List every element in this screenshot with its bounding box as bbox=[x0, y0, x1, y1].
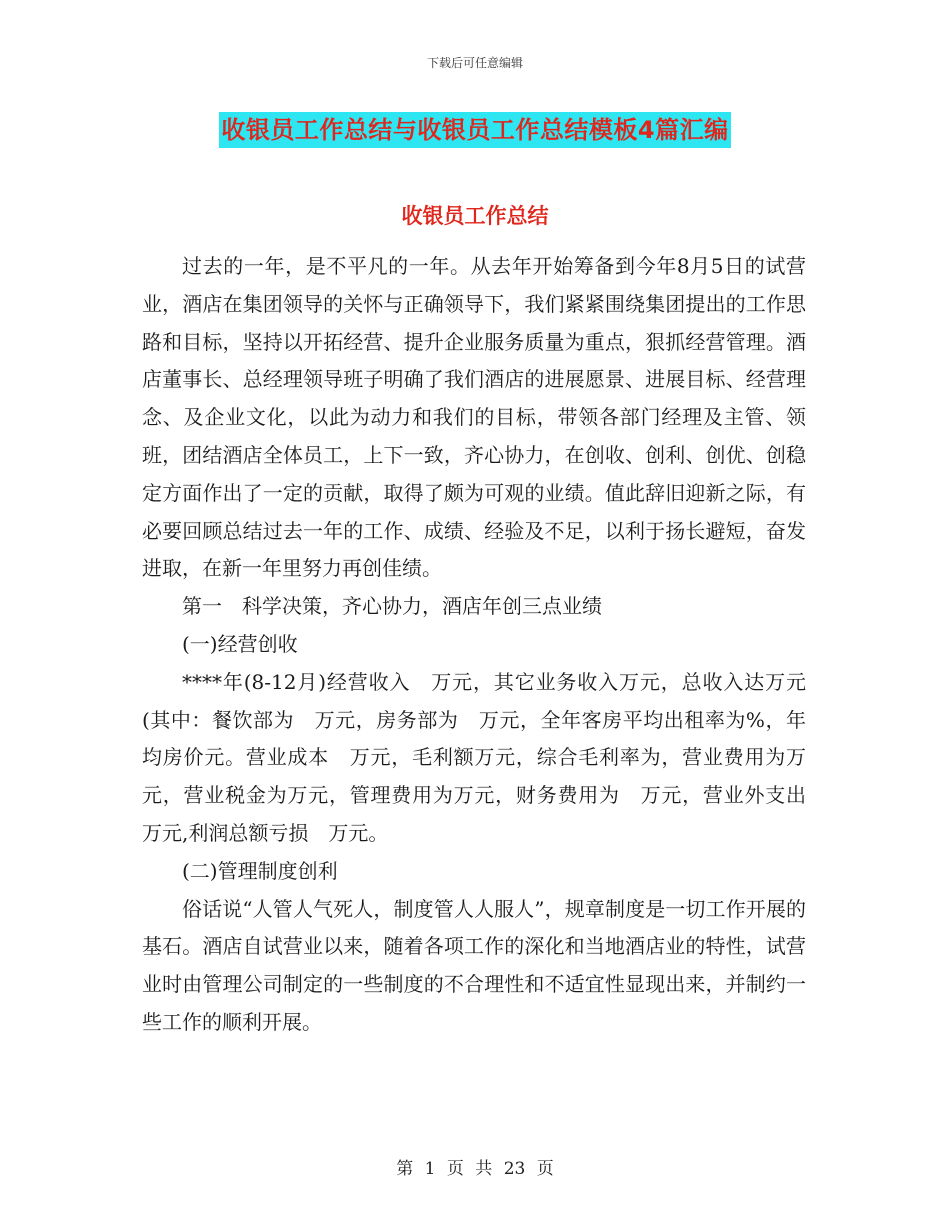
paragraph-subheading-management: (二)管理制度创利 bbox=[182, 858, 338, 883]
paragraph-heading-first: 第一 科学决策，齐心协力，酒店年创三点业绩 bbox=[182, 594, 602, 619]
page-footer: 第 1 页 共 23 页 bbox=[396, 1159, 554, 1179]
header-note: 下载后可任意编辑 bbox=[426, 56, 523, 70]
section-title: 收银员工作总结 bbox=[401, 204, 549, 228]
document-title-text: 收银员工作总结与收银员工作总结模板4篇汇编 bbox=[219, 112, 730, 148]
document-body bbox=[142, 248, 826, 1042]
paragraph-intro: 过去的一年，是不平凡的一年。从去年开始筹备到今年8月5日的试营业，酒店在集团领导的关怀与正确领导下，我们紧紧围绕集团提出的工作思路和目标，坚持以开拓经营、提升企业服务质量为重点，狠抓经营管理。酒店董事长、总经理领导班子明确了我们酒店的进展愿景、进展目标、经营理念、及企业文化，以此为动力和我们的目标，带领各部门经理及主管、领班，团结酒店全体员工，上下一致，齐心协力，在创收、创利、创优、创稳定方面作出了一定的贡献，取得了颇为可观的业绩。值此辞旧迎新之际，有必要回顾总结过去一年的工作、成绩、经验及不足，以利于扬长避短，奋发进取，在新一年里努力再创佳绩。 bbox=[142, 254, 806, 581]
paragraph-subheading-revenue: (一)经营创收 bbox=[182, 631, 298, 656]
document-title bbox=[0, 112, 950, 148]
paragraph-revenue-figures: ****年(8-12月)经营收入 万元，其它业务收入万元，总收入达万元(其中：餐饮部为 万元，房务部为 万元，全年客房平均出租率为%，年均房价元。营业成本 万元，毛利额万元，综合毛利率为，营业费用为万元，营业税金为万元，管理费用为万元，财务费用为 万元，营业外支出 万元,利润总额亏损 万元。 bbox=[142, 669, 826, 845]
paragraph-management-rules: 俗话说“人管人气死人，制度管人人服人”，规章制度是一切工作开展的基石。酒店自试营业以来，随着各项工作的深化和当地酒店业的特性，试营业时由管理公司制定的一些制度的不合理性和不适宜性显现出来，并制约一些工作的顺利开展。 bbox=[142, 896, 806, 1034]
